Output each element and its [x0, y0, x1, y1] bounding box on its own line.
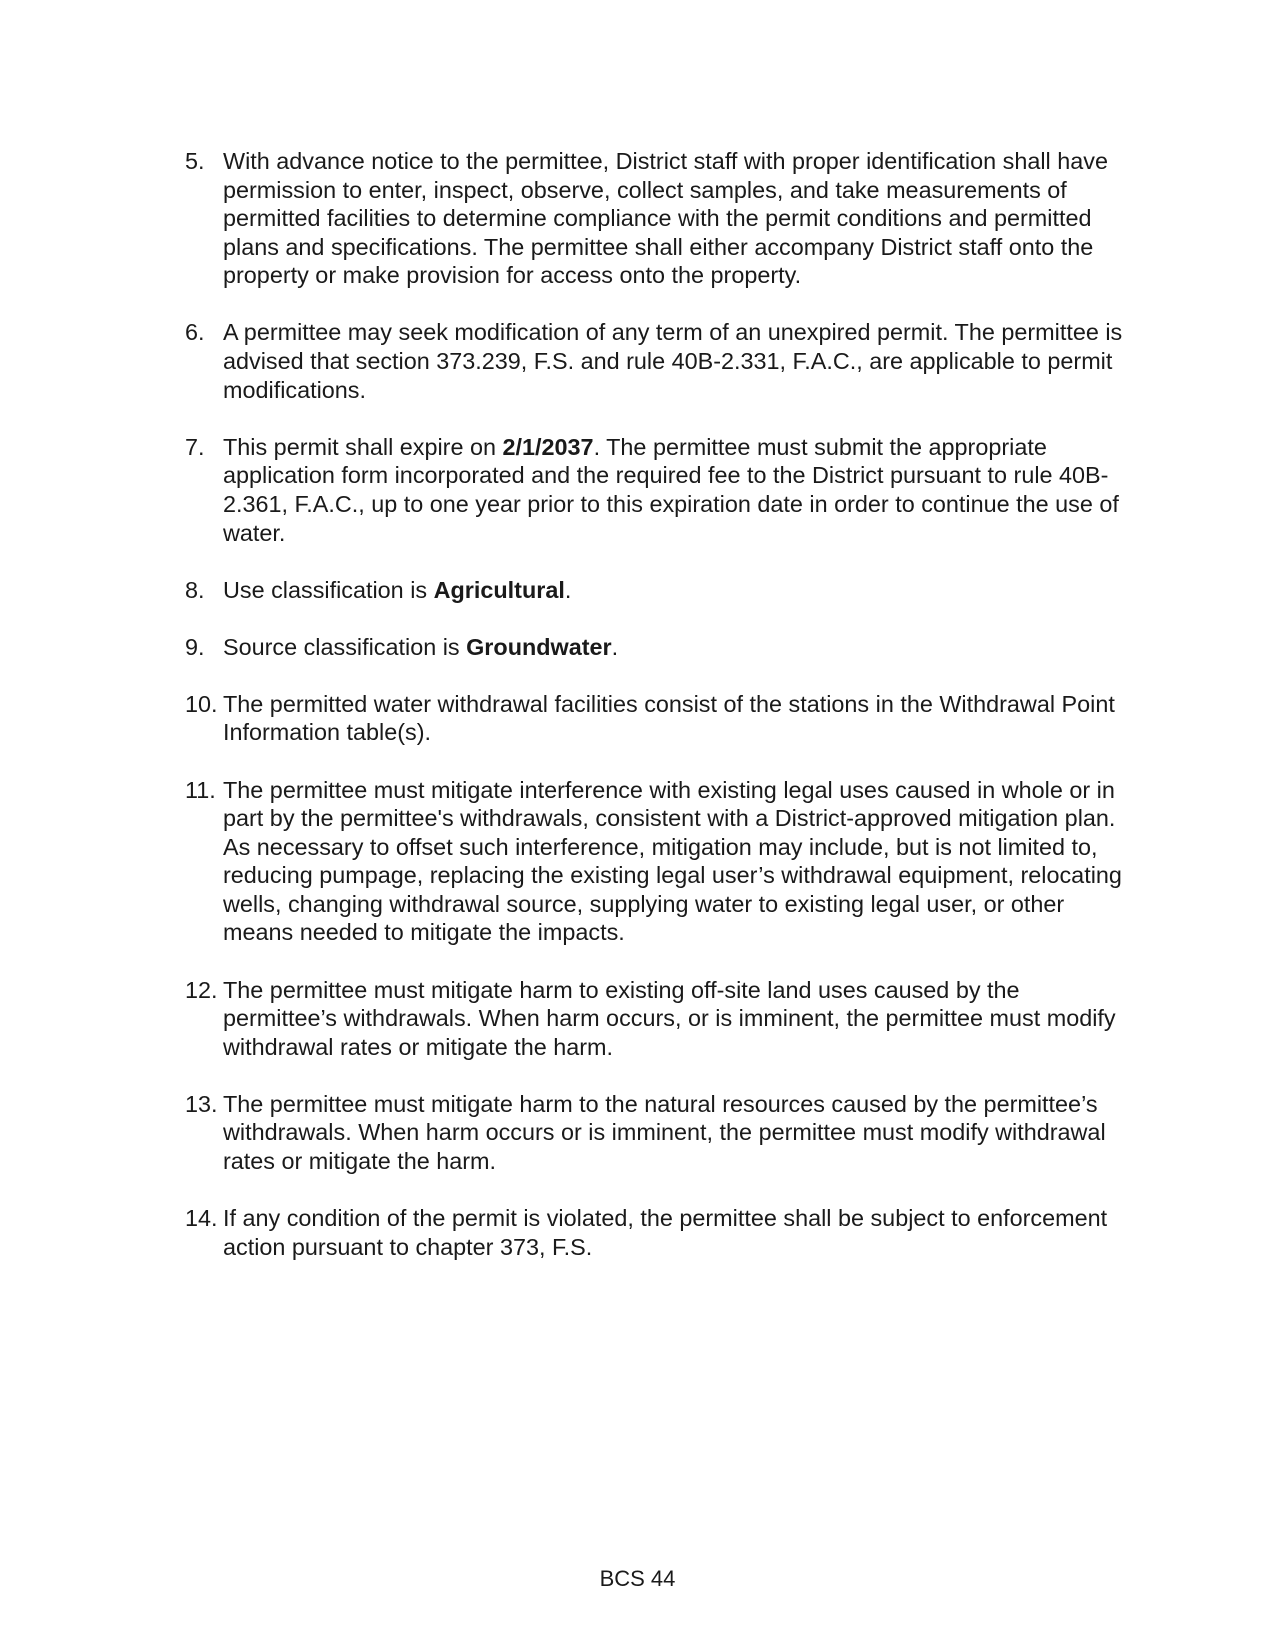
expiration-date: 2/1/2037: [502, 433, 594, 460]
condition-text-end: . The permittee must submit the appropriate application form incorporated and the required fee to the District pursuant to rule 40B-2.361, F.A.C., up to one year prior to this expiration date in order to continue the use of water.: [223, 433, 1119, 546]
condition-text-start: Use classification is: [223, 576, 434, 603]
condition-item: [185, 776, 1125, 948]
condition-text-end: .: [564, 576, 572, 603]
permit-conditions-list: [185, 147, 1125, 1290]
condition-text: [223, 433, 1125, 547]
condition-number: 9.: [185, 633, 205, 660]
condition-number: 11.: [185, 776, 216, 803]
condition-number: 5.: [185, 148, 205, 174]
source-classification: Groundwater: [466, 633, 612, 660]
condition-item: [185, 1090, 1125, 1176]
condition-number: 13.: [185, 1090, 218, 1117]
condition-text-start: This permit shall expire on: [223, 433, 503, 460]
condition-item: [185, 690, 1125, 747]
condition-number: 14.: [185, 1205, 218, 1232]
condition-item: [185, 1204, 1125, 1261]
condition-number: 7.: [185, 433, 205, 460]
condition-text: A permittee may seek modification of any term of an unexpired permit. The permittee is advised that section 373.239, F.S. and rule 40B-2.331, F.A.C., are applicable to permit modifications.: [223, 319, 1123, 403]
page-footer: [0, 1566, 1275, 1592]
condition-number: 12.: [185, 976, 218, 1003]
condition-text: The permittee must mitigate interference with existing legal uses caused in whole or in part by the permittee's withdrawals, consistent with a District-approved mitigation plan. As necessary to offset such interference, mitigation may include, but is not limited to, reducing pumpage, replacing the existing legal user’s withdrawal equipment, relocating wells, changing withdrawal source, supplying water to existing legal user, or other means needed to mitigate the impacts.: [223, 776, 1122, 946]
condition-item: [185, 147, 1125, 290]
page-number: BCS 44: [599, 1566, 676, 1591]
condition-text: With advance notice to the permittee, District staff with proper identification shall have permission to enter, inspect, observe, collect samples, and take measurements of permitted facilities to determine compliance with the permit conditions and permitted plans and specifications. The permittee shall either accompany District staff onto the property or make provision for access onto the property.: [223, 148, 1108, 289]
condition-text: If any condition of the permit is violated, the permittee shall be subject to enforcement action pursuant to chapter 373, F.S.: [223, 1205, 1108, 1260]
condition-text: The permitted water withdrawal facilities consist of the stations in the Withdrawal Point Information table(s).: [223, 690, 1115, 746]
condition-number: 6.: [185, 319, 205, 346]
condition-text-end: .: [611, 633, 619, 660]
condition-item: [185, 976, 1125, 1062]
condition-item: [185, 633, 1125, 662]
condition-number: 10.: [185, 690, 218, 717]
use-classification: Agricultural: [433, 576, 565, 603]
condition-text-start: Source classification is: [223, 633, 467, 660]
condition-item: [185, 433, 1125, 547]
condition-number: 8.: [185, 576, 205, 603]
condition-text: [223, 633, 1125, 662]
condition-item: [185, 576, 1125, 605]
condition-text: The permittee must mitigate harm to the natural resources caused by the permittee’s withdrawals. When harm occurs or is imminent, the permittee must modify withdrawal rates or mitigate the harm.: [223, 1090, 1106, 1175]
condition-text: The permittee must mitigate harm to existing off-site land uses caused by the permittee’s withdrawals. When harm occurs, or is imminent, the permittee must modify withdrawal rates or mitigate the harm.: [223, 976, 1116, 1060]
condition-item: [185, 318, 1125, 404]
condition-text: [223, 576, 1125, 605]
